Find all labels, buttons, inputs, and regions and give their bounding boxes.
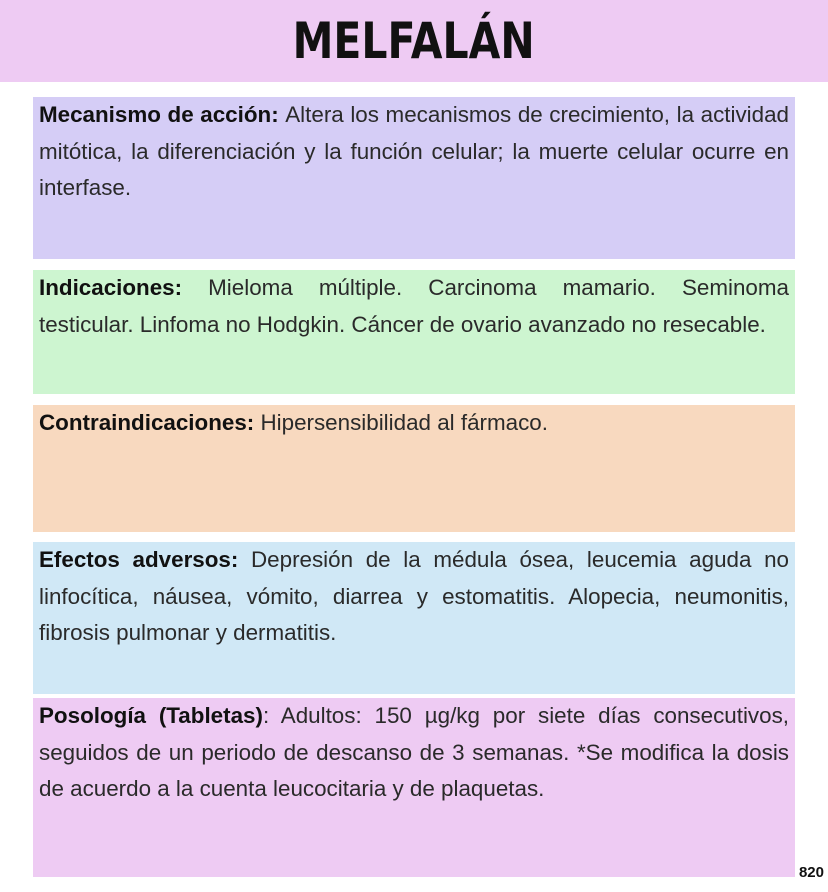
section-indicaciones (33, 270, 795, 394)
section-efectos (33, 542, 795, 694)
section-posologia-label: Posología (Tabletas) (39, 703, 263, 728)
section-efectos-text: Depresión de la médula ósea, leucemia aguda no linfocítica, náusea, vómito, diarrea y estomatitis. Alopecia, neumonitis, fibrosis pulmonar y dermatitis. (39, 547, 789, 645)
section-mecanismo (33, 97, 795, 259)
section-mecanismo-text: Altera los mecanismos de crecimiento, la actividad mitótica, la diferenciación y la función celular; la muerte celular ocurre en interfase. (39, 102, 789, 200)
section-mecanismo-label: Mecanismo de acción: (39, 102, 286, 127)
title-bar (0, 0, 828, 82)
section-indicaciones-label: Indicaciones: (39, 275, 209, 300)
section-contraindicaciones (33, 405, 795, 532)
page-title: MELFALÁN (292, 12, 536, 70)
section-indicaciones-text: Mieloma múltiple. Carcinoma mamario. Seminoma testicular. Linfoma no Hodgkin. Cáncer de ovario avanzado no resecable. (39, 275, 789, 337)
section-contraindicaciones-text: Hipersensibilidad al fármaco. (260, 410, 548, 435)
section-posologia (33, 698, 795, 877)
section-efectos-label: Efectos adversos: (39, 547, 251, 572)
section-contraindicaciones-label: Contraindicaciones: (39, 410, 261, 435)
section-posologia-text: : Adultos: 150 µg/kg por siete días consecutivos, seguidos de un periodo de descanso de 3 semanas. *Se modifica la dosis de acuerdo a la cuenta leucocitaria y de plaquetas. (39, 703, 789, 801)
page-number: 820 (798, 864, 824, 881)
